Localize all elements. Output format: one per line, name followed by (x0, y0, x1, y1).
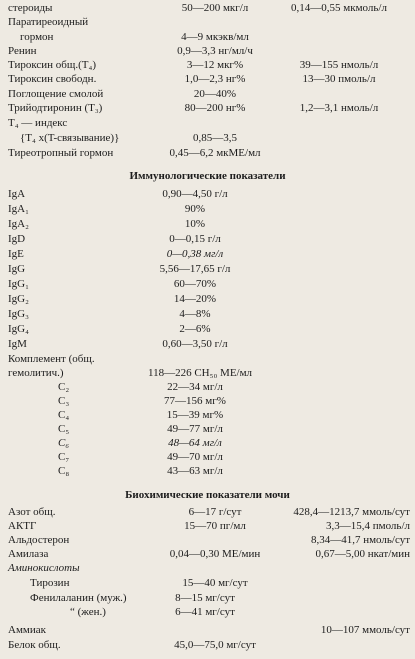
row-label: IgA₁ (8, 203, 29, 215)
row-value-1: 14—20% (173, 293, 217, 305)
row-value-1: 0—0,15 г/л (169, 233, 221, 245)
row-value-2: 1,2—3,1 нмоль/л (299, 102, 379, 114)
row-value-1: 0,45—6,2 мкМЕ/мл (169, 147, 261, 159)
row-label: IgM (8, 338, 27, 350)
row-label: {T₄ x(T-связывание)} (20, 132, 120, 144)
row-label: IgG₁ (8, 278, 29, 290)
row-value-1: 4—9 мкэкв/мл (181, 31, 249, 43)
row-label: Ренин (8, 45, 37, 57)
row-label: IgA₂ (8, 218, 29, 230)
row-value-2: 0,67—5,00 нкат/мин (315, 548, 410, 560)
row-value-1: 15—40 мг/сут (182, 577, 248, 589)
row-value-1: 45,0—75,0 мг/сут (174, 639, 256, 651)
row-label: C₅ (58, 423, 70, 435)
row-value-1: 0,90—4,50 г/л (162, 188, 228, 200)
row-label: Трийодтиронин (T₃) (8, 102, 103, 114)
row-value-2: 13—30 пмоль/л (302, 73, 376, 85)
row-label: C₃ (58, 395, 70, 407)
row-label: IgG (8, 263, 26, 275)
row-label: IgG₄ (8, 323, 29, 335)
row-label: стероиды (8, 2, 53, 14)
row-label: Азот общ. (8, 506, 56, 518)
row-label: C₆ (58, 437, 70, 449)
row-label: гемолитич.) (8, 367, 64, 379)
row-label: Комплемент (общ. (8, 353, 95, 365)
row-label: Амилаза (8, 548, 49, 560)
row-value-1: 3—12 мкг% (186, 59, 244, 71)
row-value-1: 118—226 CH₅₀ МЕ/мл (148, 367, 253, 379)
row-value-1: 0,04—0,30 МЕ/мин (169, 548, 261, 560)
row-value-2: 39—155 нмоль/л (299, 59, 379, 71)
row-label: IgE (8, 248, 24, 260)
row-label: C₂ (58, 381, 70, 393)
row-value-1: 0—0,38 мг/л (166, 248, 224, 260)
row-label: АКТГ (8, 520, 37, 532)
row-value-1: 2—6% (179, 323, 211, 335)
row-value-1: 8—15 мг/сут (175, 592, 235, 604)
row-label: Фенилаланин (муж.) (30, 592, 127, 604)
row-label: Тирозин (30, 577, 70, 589)
row-value-1: 49—70 мг/л (167, 451, 223, 463)
row-value-1: 0,85—3,5 (193, 132, 237, 144)
row-value-1: 6—17 г/сут (188, 506, 242, 518)
row-value-1: 20—40% (193, 88, 237, 100)
row-value-1: 60—70% (173, 278, 217, 290)
row-value-2: 428,4—1213,7 ммоль/сут (293, 506, 410, 518)
row-label: IgD (8, 233, 26, 245)
row-label: C₇ (58, 451, 70, 463)
row-value-2: 10—107 ммоль/сут (320, 624, 410, 636)
row-label: гормон (20, 31, 54, 43)
section-heading: Иммунологические показатели (129, 170, 286, 182)
row-label: Тироксин свободн. (8, 73, 97, 85)
row-label: Аммиак (8, 624, 46, 636)
row-label: Поглощение смолой (8, 88, 104, 100)
row-value-1: 90% (184, 203, 206, 215)
row-value-1: 10% (184, 218, 206, 230)
row-label: “ (жен.) (70, 606, 106, 618)
row-label: Альдостерон (8, 534, 70, 546)
row-label: Тироксин общ.(T₄) (8, 59, 97, 71)
row-label: IgA (8, 188, 26, 200)
row-label: T₄ — индекс (8, 117, 68, 129)
row-value-2: 8,34—41,7 нмоль/сут (310, 534, 410, 546)
row-value-1: 80—200 нг% (184, 102, 246, 114)
section-heading: Биохимические показатели мочи (125, 489, 290, 501)
row-value-1: 4—8% (179, 308, 211, 320)
row-value-1: 1,0—2,3 нг% (184, 73, 246, 85)
row-value-2: 3,3—15,4 пмоль/л (325, 520, 410, 532)
row-value-1: 15—70 пг/мл (184, 520, 246, 532)
row-label: C₈ (58, 465, 70, 477)
row-value-1: 22—34 мг/л (167, 381, 223, 393)
row-value-1: 77—156 мг% (164, 395, 226, 407)
row-value-1: 50—200 мкг/л (181, 2, 249, 14)
row-label: Тиреотропный гормон (8, 147, 114, 159)
row-label: Аминокислоты (8, 562, 80, 574)
row-value-1: 0,60—3,50 г/л (162, 338, 228, 350)
row-value-1: 49—77 мг/л (167, 423, 223, 435)
row-value-1: 43—63 мг/л (167, 465, 223, 477)
row-value-1: 0,9—3,3 нг/мл/ч (177, 45, 253, 57)
row-value-2: 0,14—0,55 мкмоль/л (291, 2, 387, 14)
row-label: IgG₂ (8, 293, 29, 305)
row-label: Белок общ. (8, 639, 61, 651)
row-label: Паратиреоидный (8, 16, 89, 28)
row-value-1: 15—39 мг% (166, 409, 224, 421)
row-label: IgG₃ (8, 308, 29, 320)
row-label: C₄ (58, 409, 70, 421)
row-value-1: 48—64 мг/л (168, 437, 222, 449)
row-value-1: 5,56—17,65 г/л (159, 263, 231, 275)
row-value-1: 6—41 мг/сут (175, 606, 235, 618)
